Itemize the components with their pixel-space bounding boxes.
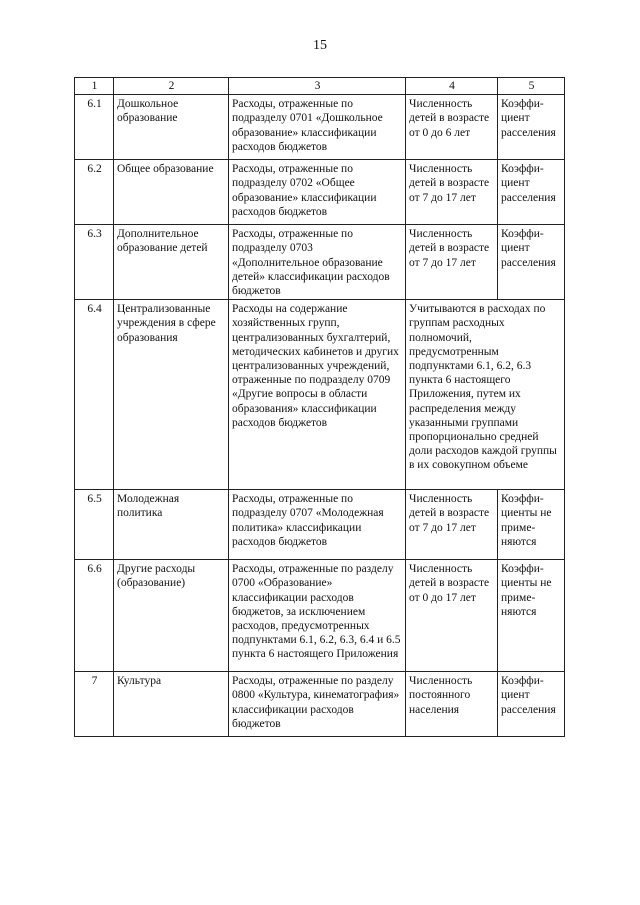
table-row xyxy=(75,672,565,737)
row-indicator: Численность детей в возрасте от 7 до 17 лет xyxy=(406,160,498,225)
row-merged-note: Учитываются в расходах по группам расходных полномочий, предусмотренным подпунктами 6.1, 6.2, 6.3 пункта 6 настоящего Приложения, путем их распределения между указанными группами пропорционально средней доли расходов каждой группы в их совокупном объеме xyxy=(406,300,565,490)
table-row xyxy=(75,225,565,300)
row-indicator: Численность детей в возрасте от 7 до 17 лет xyxy=(406,225,498,300)
row-expenses: Расходы, отраженные по подразделу 0703 «Дополнительное образование детей» классификации расходов бюджетов xyxy=(229,225,406,300)
expenses-table xyxy=(74,77,565,737)
row-name: Культура xyxy=(114,672,229,737)
row-indicator: Численность детей в возрасте от 0 до 6 лет xyxy=(406,95,498,160)
row-indicator: Численность детей в возрасте от 0 до 17 лет xyxy=(406,560,498,672)
page-number: 15 xyxy=(313,38,327,53)
row-number: 6.2 xyxy=(75,160,114,225)
row-number: 6.1 xyxy=(75,95,114,160)
table-row xyxy=(75,95,565,160)
row-name: Общее образование xyxy=(114,160,229,225)
row-name: Молодежная политика xyxy=(114,490,229,560)
row-coefficient: Коэффи-циент расселения xyxy=(498,95,565,160)
table-header-row xyxy=(75,78,565,95)
row-name: Дополнительное образование детей xyxy=(114,225,229,300)
row-coefficient: Коэффи-циенты не приме-няются xyxy=(498,490,565,560)
row-number: 6.4 xyxy=(75,300,114,490)
table-row xyxy=(75,560,565,672)
row-name: Дошкольное образование xyxy=(114,95,229,160)
row-indicator: Численность детей в возрасте от 7 до 17 лет xyxy=(406,490,498,560)
row-name: Централизованные учреждения в сфере образования xyxy=(114,300,229,490)
row-name: Другие расходы (образование) xyxy=(114,560,229,672)
row-indicator: Численность постоянного населения xyxy=(406,672,498,737)
row-expenses: Расходы, отраженные по подразделу 0701 «Дошкольное образование» классификации расходов бюджетов xyxy=(229,95,406,160)
row-number: 7 xyxy=(75,672,114,737)
column-header: 5 xyxy=(498,78,565,95)
table-row xyxy=(75,160,565,225)
column-header: 2 xyxy=(114,78,229,95)
row-expenses: Расходы, отраженные по разделу 0800 «Культура, кинематография» классификации расходов бюджетов xyxy=(229,672,406,737)
column-header: 1 xyxy=(75,78,114,95)
column-header: 4 xyxy=(406,78,498,95)
row-expenses: Расходы на содержание хозяйственных групп, централизованных бухгалтерий, методических кабинетов и других централизованных учреждений, отраженные по подразделу 0709 «Другие вопросы в области образования» классификации расходов бюджетов xyxy=(229,300,406,490)
row-coefficient: Коэффи-циент расселения xyxy=(498,225,565,300)
table-row xyxy=(75,490,565,560)
row-coefficient: Коэффи-циенты не приме-няются xyxy=(498,560,565,672)
row-expenses: Расходы, отраженные по разделу 0700 «Образование» классификации расходов бюджетов, за исключением расходов, предусмотренных подпунктами 6.1, 6.2, 6.3, 6.4 и 6.5 пункта 6 настоящего Приложения xyxy=(229,560,406,672)
row-number: 6.6 xyxy=(75,560,114,672)
column-header: 3 xyxy=(229,78,406,95)
table-row xyxy=(75,300,565,490)
row-number: 6.5 xyxy=(75,490,114,560)
row-expenses: Расходы, отраженные по подразделу 0702 «Общее образование» классификации расходов бюджетов xyxy=(229,160,406,225)
row-coefficient: Коэффи-циент расселения xyxy=(498,160,565,225)
row-coefficient: Коэффи-циент расселения xyxy=(498,672,565,737)
row-expenses: Расходы, отраженные по подразделу 0707 «Молодежная политика» классификации расходов бюджетов xyxy=(229,490,406,560)
row-number: 6.3 xyxy=(75,225,114,300)
